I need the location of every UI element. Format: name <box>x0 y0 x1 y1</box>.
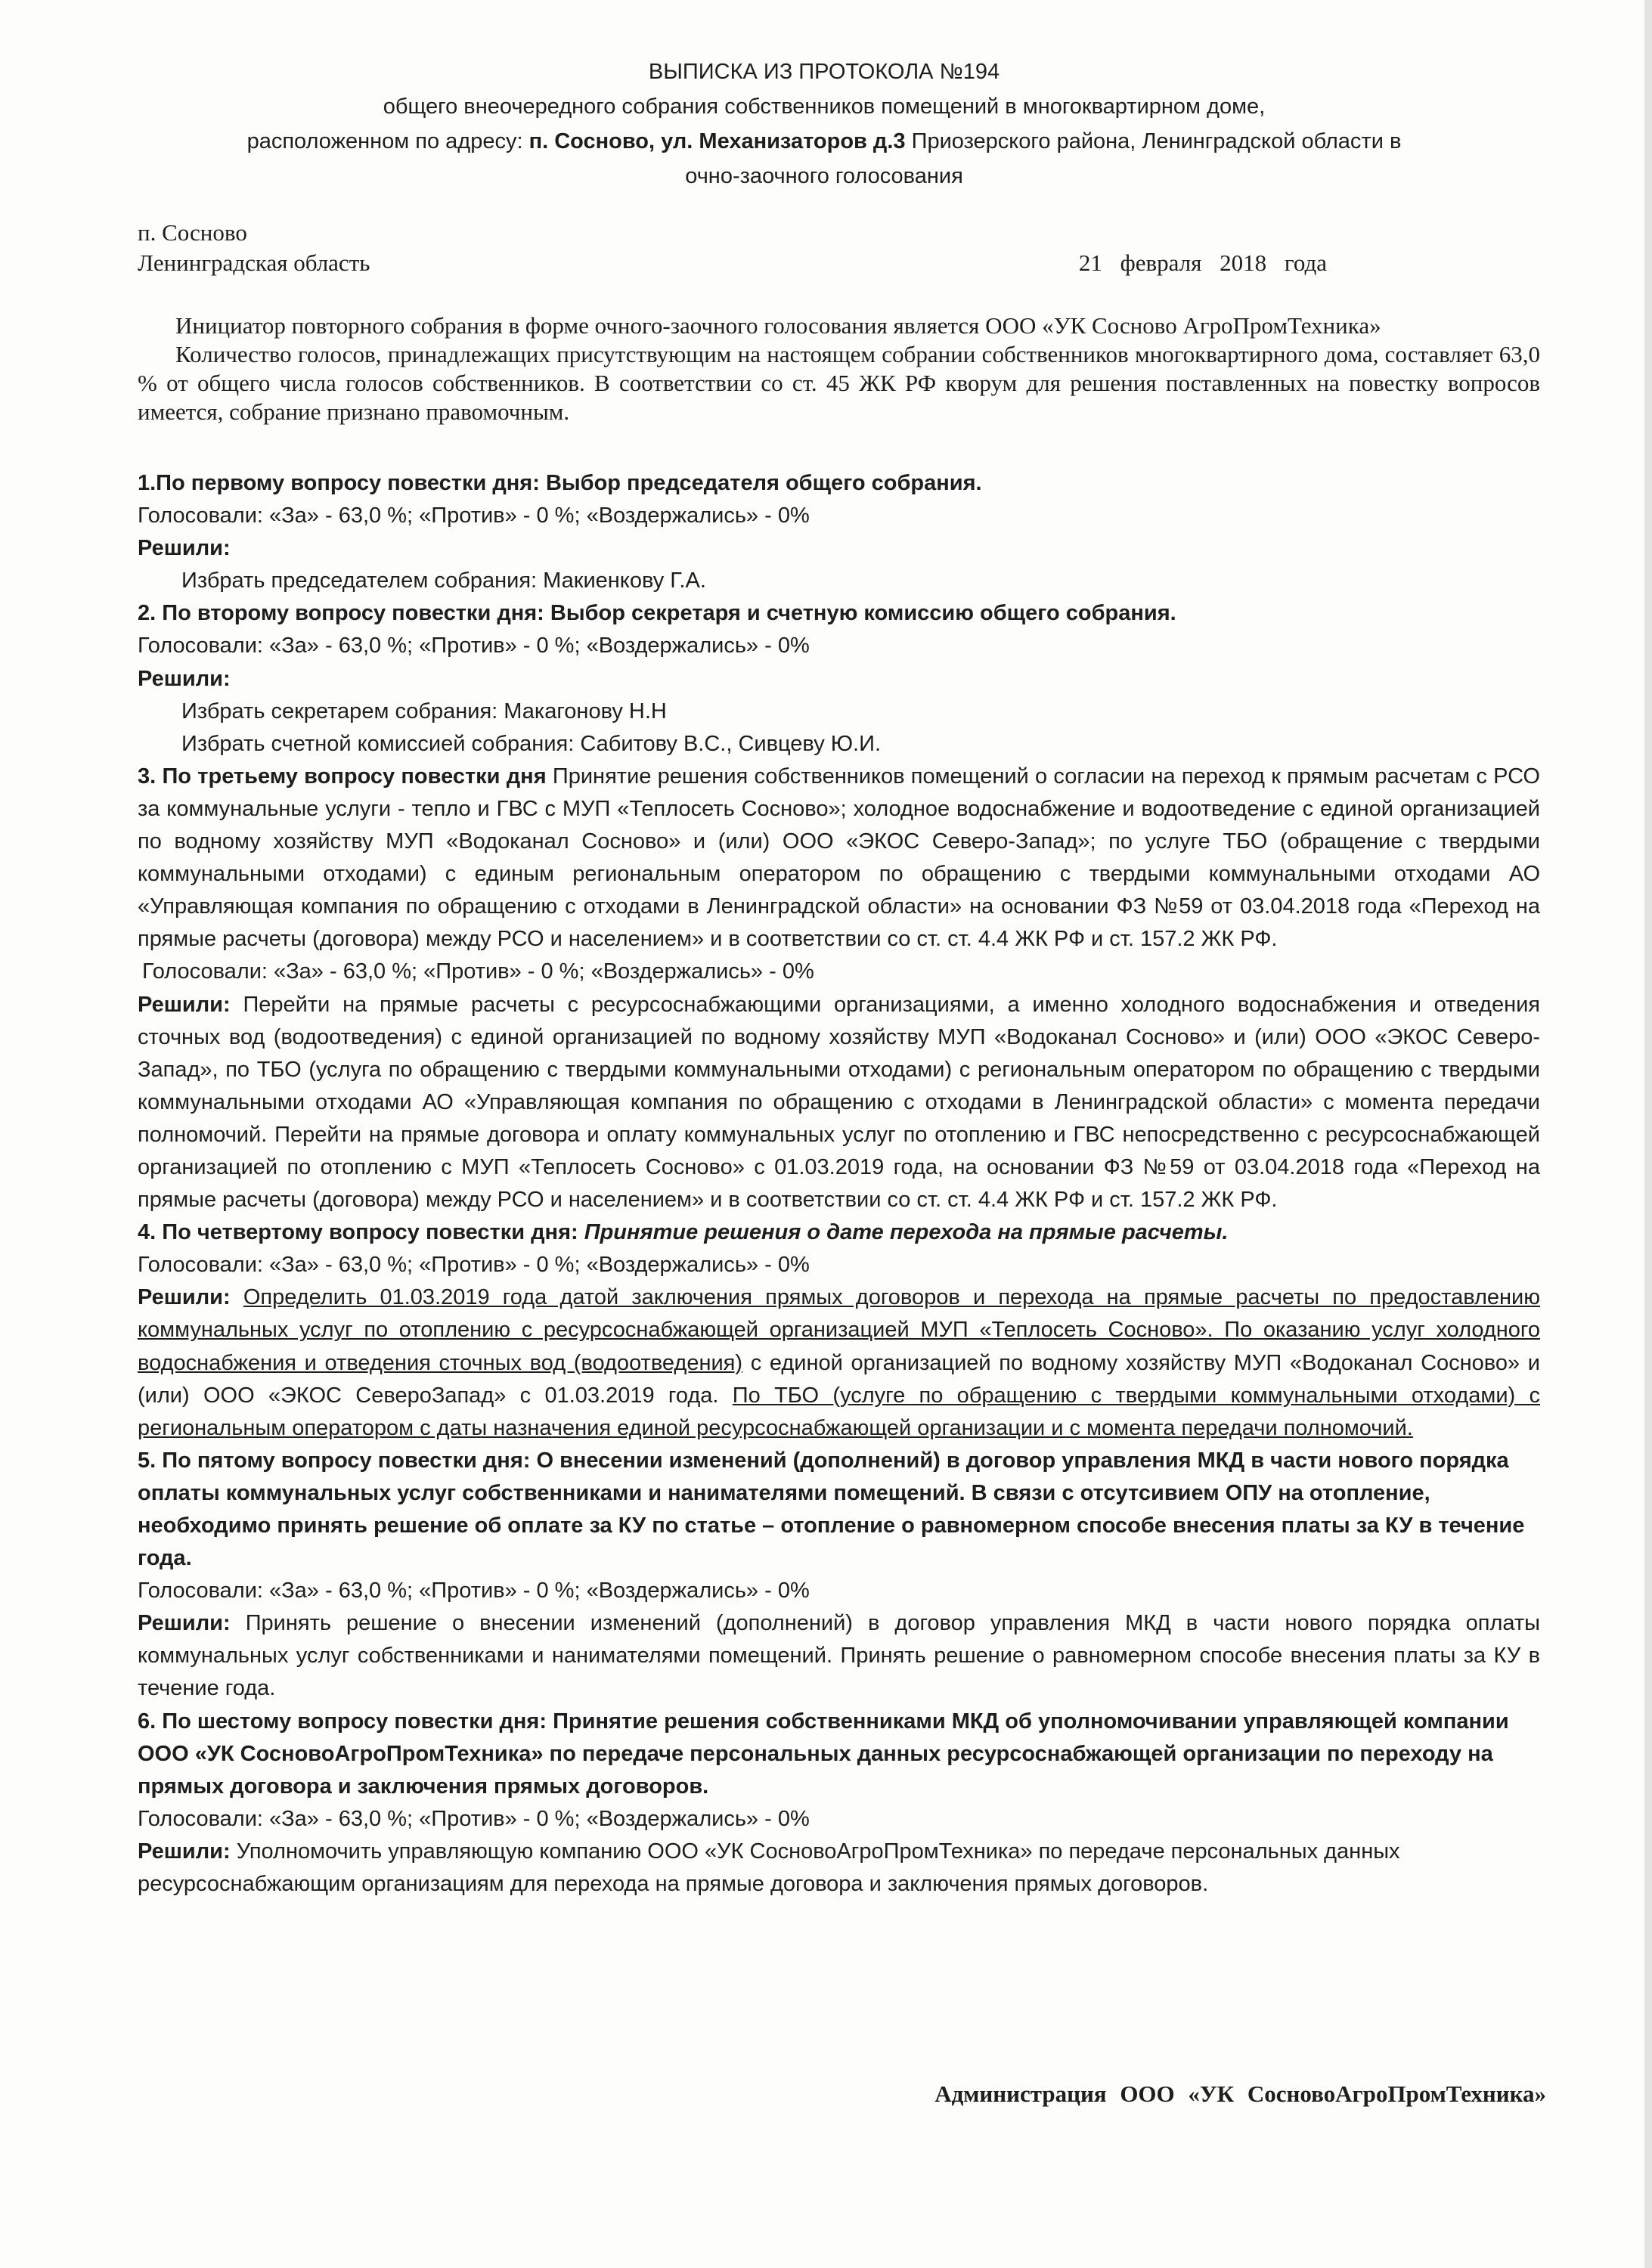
q6-decision: Решили: Уполномочить управляющую компанию ООО «УК СосновоАгроПромТехника» по передаче персональных данных ресурсоснабжающим организациям для перехода на прямые договора и заключения прямых договоров. <box>138 1839 1400 1897</box>
q2-commission: Избрать счетной комиссией собрания: Сабитову В.С., Сивцеву Ю.И. <box>181 731 882 756</box>
q3-decision: Решили: Перейти на прямые расчеты с ресурсоснабжающими организациями, а именно холодного водоснабжения и отведения сточных вод (водоотведения) с единой организацией по водному хозяйству МУП «Водоканал Сосново» и (или) ООО «ЭКОС Северо-Запад», по ТБО (услуга по обращению с твердыми коммунальными отходами) с региональным оператором по обращению с твердыми коммунальными отходами АО «Управляющая компания по обращению с отходами в Ленинградской области» с момента передачи полномочий. Перейти на прямые договора и оплату коммунальных услуг по отоплению и ГВС непосредственно с ресурсоснабжающей организацией по отоплению с МУП «Теплосеть Сосново» с 01.03.2019 года, на основании ФЗ №59 от 03.04.2018 года «Переход на прямые расчеты (договора) между РСО и населением» и в соответствии со ст. ст. 4.4 ЖК РФ и ст. 157.2 ЖК РФ. <box>138 992 1540 1213</box>
q4-heading: 4. По четвертому вопросу повестки дня: Принятие решения о дате перехода на прямые расчеты. <box>138 1220 1229 1245</box>
header-line-2: общего внеочередного собрания собственников помещений в многоквартирном доме, <box>383 94 1266 119</box>
town: п. Сосново <box>138 219 247 246</box>
q4-decision: Решили: Определить 01.03.2019 года датой заключения прямых договоров и перехода на прямые расчеты по предоставлению коммунальных услуг по отоплению с ресурсоснабжающей организацией МУП «Теплосеть Сосново». По оказанию услуг холодного водоснабжения и отведения сточных вод (водоотведения) с единой организацией по водному хозяйству МУП «Водоканал Сосново» и (или) ООО «ЭКОС СевероЗапад» с 01.03.2019 года. По ТБО (услуге по обращению с твердыми коммунальными отходами) с региональным оператором с даты назначения единой ресурсоснабжающей организации и с момента передачи полномочий. <box>138 1285 1541 1440</box>
region: Ленинградская область <box>138 249 370 276</box>
place-block <box>138 218 370 278</box>
signature: Администрация ООО «УК СосновоАгроПромТехника» <box>934 2081 1546 2107</box>
q5-decision: Решили: Принять решение о внесении изменений (дополнений) в договор управления МКД в части нового порядка оплаты коммунальных услуг собственниками и нанимателями помещений. Принять решение о равномерном способе внесения платы за КУ в течение года. <box>138 1611 1540 1701</box>
q5-heading: 5. По пятому вопросу повестки дня: О внесении изменений (дополнений) в договор управления МКД в части нового порядка оплаты коммунальных услуг собственниками и нанимателями помещений. В связи с отсутсивием ОПУ на отопление, необходимо принять решение об оплате за КУ по статье – отопление о равномерном способе внесения платы за КУ в течение года. <box>138 1448 1525 1571</box>
document-date: 21 февраля 2018 года <box>1078 249 1327 276</box>
header-line-3: расположенном по адресу: п. Сосново, ул. Механизаторов д.3 Приозерского района, Ленинградской области в <box>246 129 1402 153</box>
intro <box>138 311 1540 426</box>
q2-decided: Решили: <box>138 666 231 691</box>
q6-heading: 6. По шестому вопросу повестки дня: Принятие решения собственниками МКД об уполномочивании управляющей компании ООО «УК СосновоАгроПромТехника» по передаче персональных данных ресурсоснабжающей организации по переходу на прямых договора и заключения прямых договоров. <box>138 1709 1509 1799</box>
q2-heading: 2. По второму вопросу повестки дня: Выбор секретаря и счетную комиссию общего собрания. <box>138 601 1176 626</box>
q5-vote: Голосовали: «За» - 63,0 %; «Против» - 0 %; «Воздержались» - 0% <box>138 1579 810 1603</box>
document-header <box>106 54 1542 194</box>
q3-vote: Голосовали: «За» - 63,0 %; «Против» - 0 %; «Воздержались» - 0% <box>142 959 814 984</box>
q6-vote: Голосовали: «За» - 63,0 %; «Против» - 0 %; «Воздержались» - 0% <box>138 1806 810 1831</box>
q1-chairman: Избрать председателем собрания: Макиенкову Г.А. <box>181 569 706 593</box>
q3-heading: 3. По третьему вопросу повестки дня Принятие решения собственников помещений о согласии на переход к прямым расчетам с РСО за коммунальные услуги - тепло и ГВС с МУП «Теплосеть Сосново»; холодное водоснабжение и водоотведение с единой организацией по водному хозяйству МУП «Водоканал Сосново» и (или) ООО «ЭКОС Северо-Запад»; по услуге ТБО (обращение с твердыми коммунальными отходами) с единым региональным оператором по обращению с твердыми коммунальными отходами АО «Управляющая компания по обращению с отходами в Ленинградской области» на основании ФЗ №59 от 03.04.2018 года «Переход на прямые расчеты (договора) между РСО и населением» и в соответствии со ст. ст. 4.4 ЖК РФ и ст. 157.2 ЖК РФ. <box>138 764 1540 952</box>
q1-decided: Решили: <box>138 536 231 561</box>
intro-quorum: Количество голосов, принадлежащих присутствующим на настоящем собрании собственников многоквартирного дома, составляет 63,0 % от общего числа голосов собственников. В соответствии со ст. 45 ЖК РФ кворум для решения поставленных на повестку вопросов имеется, собрание признано правомочным. <box>138 341 1540 425</box>
document-title: ВЫПИСКА ИЗ ПРОТОКОЛА №194 <box>648 60 1000 84</box>
scan-edge <box>1644 0 1652 2268</box>
agenda <box>138 467 1540 1901</box>
q1-vote: Голосовали: «За» - 63,0 %; «Против» - 0 %; «Воздержались» - 0% <box>138 503 810 528</box>
address: п. Сосново, ул. Механизаторов д.3 <box>528 129 906 153</box>
header-line-4: очно-заочного голосования <box>685 164 963 188</box>
q4-vote: Голосовали: «За» - 63,0 %; «Против» - 0 %; «Воздержались» - 0% <box>138 1253 810 1278</box>
intro-initiator: Инициатор повторного собрания в форме очного-заочного голосования является ООО «УК Сосново АгроПромТехника» <box>175 312 1381 339</box>
q1-heading: 1.По первому вопросу повестки дня: Выбор председателя общего собрания. <box>138 471 982 495</box>
q2-secretary: Избрать секретарем собрания: Макагонову Н.Н <box>181 699 667 723</box>
q2-vote: Голосовали: «За» - 63,0 %; «Против» - 0 %; «Воздержались» - 0% <box>138 634 810 658</box>
